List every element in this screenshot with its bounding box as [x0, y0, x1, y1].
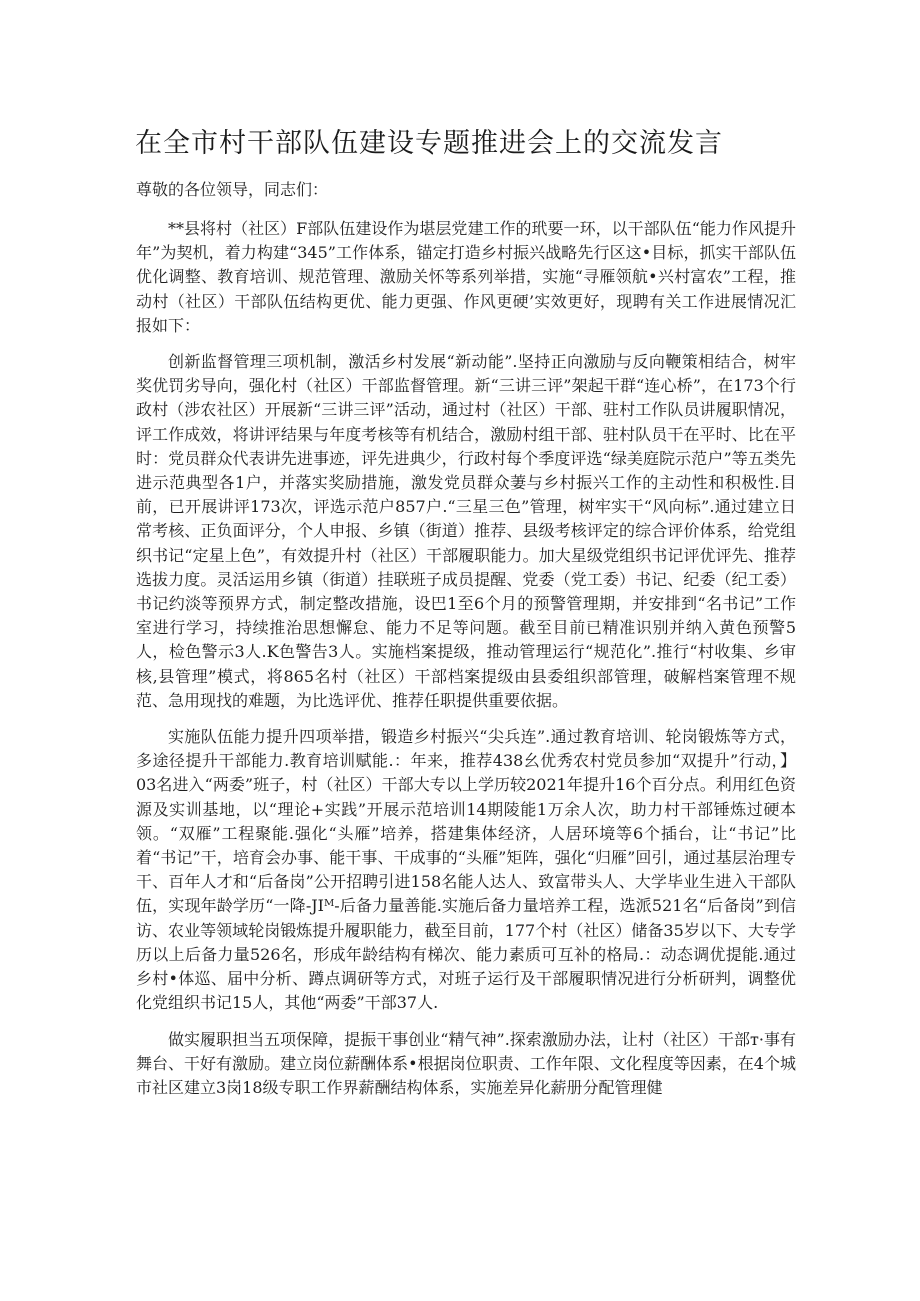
capability-paragraph: 实施队伍能力提升四项举措，锻造乡村振兴“尖兵连”.通过教育培训、轮岗锻炼等方式，多途径提升干部能力.教育培训赋能.：年来，推荐438幺优秀农村党员参加“双提升”行动，】03名进入“两委”班子，村（社区）干部大专以上学历较2021年提升16个百分点。利用红色资源及实训基地，以“理论+实践”开展示范培训14期陵能1万余人次，助力村干部锤炼过硬本领。“双雁”工程聚能.强化“头雁”培养，搭建集体经济，人居环境等6个插台，让“书记”比着“书记”干，培育会办事、能干事、干成事的“头雁”矩阵，强化“归雁”回引，通过基层治理专干、百年人才和“后备岗”公开招聘引进158名能人达人、致富带头人、大学毕业生进入干部队伍，实现年龄学历“一降-JIᴹ-后备力量善能.实施后备力量培养工程，选派521名“后备岗”到信访、农业等领域轮岗锻炼提升履职能力，截至目前，177个村（社区）储备35岁以下、大专学历以上后备力量526名，形成年龄结构有梯次、能力素质可互补的格局.：动态调优提能.通过乡村•体巡、届中分析、蹲点调研等方式，对班子运行及干部履职情况进行分析研判，调整优化党组织书记15人，其他“两委”干部37人. [136, 727, 796, 1013]
document-title: 在全市村干部队伍建设专题推进会上的交流发言 [135, 128, 723, 159]
supervision-paragraph: 创新监督管理三项机制，激活乡村发展“新动能”.坚持正向激励与反向鞭策相结合，树牢奖优罚劣导向，强化村（社区）干部监督管理。新“三讲三评”架起干群“连心桥”，在173个行政村（涉农社区）开展新“三讲三评”活动，通过村（社区）干部、驻村工作队员讲履职情况，评工作成效，将讲评结果与年度考核等有机结合，激励村组干部、驻村队员干在平时、比在平时：党员群众代表讲先进事迹，评先进典少，行政村每个季度评选“绿美庭院示范户”等五类先进示范典型各1户，并落实奖励措施，激发党员群众萋与乡村振兴工作的主动性和积极性.目前，已开展讲评173次，评选示范户857户.“三星三色”管理，树牢实干“风向标”.通过建立日常考核、正负面评分，个人申报、乡镇（街道）推荐、县级考核评定的综合评价体系，给党组织书记“定星上色”，有效提升村（社区）干部履职能力。加大星级党组织书记评优评先、推荐选拔力度。灵活运用乡镇（街道）挂联班子成员提醒、党委（党工委）书记、纪委（纪工委）书记约淡等预界方式，制定整改措施，设巴1至6个月的预警管理期，并安排到“名书记”工作室进行学习，持续推治思想懈怠、能力不足等问题。截至目前已精准识别并纳入黄色预警5人，检色警示3人.K色警告3人。实施档案提级，推动管理运行“规范化”.推行“村收集、乡审核,县管理”模式，将865名村（社区）干部档案提级由县委组织部管理，破解档案管理不规范、急用现找的难题，为比选评优、推荐任职提供重要依据。 [136, 352, 796, 710]
intro-paragraph: **县将村（社区）F部队伍建设作为堪层党建工作的玳要一环，以干部队伍“能力作风提升年”为契机，着力构建“345”工作体系，锚定打造乡村振兴战略先行区这•目标，抓实干部队伍优化调整、教育培训、规范管理、激励关怀等系列举措，实施“寻雁领航•兴村富农”工程，推动村（社区）干部队伍结构更优、能力更强、作风更硬’实效更好，现聘有关工作进展情况汇报如下： [136, 219, 796, 335]
salutation: 尊敬的各位领导，同志们： [136, 180, 329, 199]
document-body [136, 176, 796, 1112]
guarantee-paragraph: 做实履职担当五项保障，提振干事创业“精气神”.探索激励办法，让村（社区）干部т·事有舞台、干好有激励。建立岗位薪酬体系•根据岗位职责、工作年限、文化程度等因素，在4个城市社区建立3岗18级专职工作界薪酬结构体系，实施差异化薪册分配管理健 [136, 1029, 796, 1097]
